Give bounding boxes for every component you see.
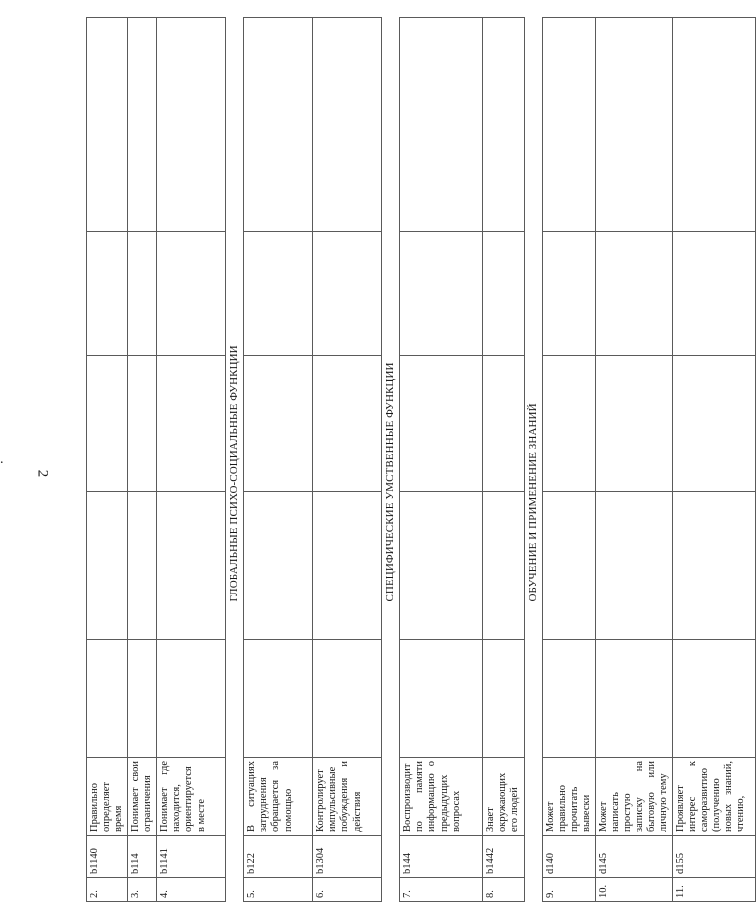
blank-cell [157, 356, 226, 492]
row-code: b1304 [313, 836, 382, 878]
rotated-form-table [86, 18, 747, 902]
table-row [542, 18, 595, 902]
blank-cell [542, 18, 595, 232]
blank-cell [595, 492, 672, 640]
blank-cell [128, 492, 157, 640]
row-code: b1442 [483, 836, 524, 878]
blank-cell [244, 640, 313, 758]
blank-cell [128, 356, 157, 492]
row-code: b144 [400, 836, 483, 878]
row-code: b122 [244, 836, 313, 878]
blank-cell [673, 232, 756, 356]
section-header [382, 18, 400, 902]
table-row [595, 18, 672, 902]
blank-cell [244, 18, 313, 232]
blank-cell [244, 492, 313, 640]
blank-cell [673, 18, 756, 232]
table-row [313, 18, 382, 902]
row-number: 5. [244, 878, 313, 902]
blank-cell [313, 232, 382, 356]
blank-cell [483, 492, 524, 640]
blank-cell [244, 232, 313, 356]
blank-cell [313, 492, 382, 640]
blank-cell [157, 18, 226, 232]
row-description: Контролирует импульсивные побуждения и действия [313, 758, 382, 836]
blank-cell [87, 18, 128, 232]
blank-cell [673, 356, 756, 492]
blank-cell [542, 640, 595, 758]
blank-cell [483, 232, 524, 356]
blank-cell [542, 232, 595, 356]
blank-cell [87, 492, 128, 640]
section-header [226, 18, 244, 902]
blank-cell [128, 232, 157, 356]
row-code: d155 [673, 836, 756, 878]
blank-cell [595, 356, 672, 492]
row-description: Правильно определяет время [87, 758, 128, 836]
section-title: СПЕЦИФИЧЕСКИЕ УМСТВЕННЫЕ ФУНКЦИИ [384, 362, 397, 602]
assessment-table [86, 17, 756, 902]
section-header [524, 18, 542, 902]
blank-cell [595, 18, 672, 232]
blank-cell [542, 492, 595, 640]
table-row [87, 18, 128, 902]
blank-cell [595, 232, 672, 356]
row-number: 3. [128, 878, 157, 902]
row-code: b1140 [87, 836, 128, 878]
table-row [400, 18, 483, 902]
blank-cell [483, 18, 524, 232]
section-title: ОБУЧЕНИЕ И ПРИМЕНЕНИЕ ЗНАНИЙ [526, 403, 539, 602]
blank-cell [483, 356, 524, 492]
row-code: b1141 [157, 836, 226, 878]
blank-cell [673, 492, 756, 640]
blank-cell [400, 640, 483, 758]
blank-cell [400, 356, 483, 492]
row-code: d140 [542, 836, 595, 878]
row-description: Знает окружающих его людей [483, 758, 524, 836]
page-number: 2 [34, 469, 51, 478]
row-description: Воспроизводит по памяти информацию о предыдущих вопросах [400, 758, 483, 836]
row-description: Может написать простую записку на бытовую или личную тему [595, 758, 672, 836]
row-number: 6. [313, 878, 382, 902]
row-description: Понимает где находится, ориентируется в месте [157, 758, 226, 836]
blank-cell [400, 232, 483, 356]
blank-cell [313, 640, 382, 758]
table-row [128, 18, 157, 902]
row-number: 7. [400, 878, 483, 902]
blank-cell [87, 356, 128, 492]
row-number: 4. [157, 878, 226, 902]
blank-cell [673, 640, 756, 758]
blank-cell [400, 492, 483, 640]
row-code: d145 [595, 836, 672, 878]
blank-cell [313, 18, 382, 232]
blank-cell [400, 18, 483, 232]
row-number: 2. [87, 878, 128, 902]
blank-cell [244, 356, 313, 492]
blank-cell [87, 640, 128, 758]
table-row [157, 18, 226, 902]
blank-cell [128, 640, 157, 758]
row-code: b114 [128, 836, 157, 878]
row-description: Проявляет интерес к саморазвитию (получению новых знаний, чтению, [673, 758, 756, 836]
section-title: ГЛОБАЛЬНЫЕ ПСИХО-СОЦИАЛЬНЫЕ ФУНКЦИИ [228, 345, 241, 602]
table-row [673, 18, 756, 902]
row-number: 11. [673, 878, 756, 902]
stray-mark: . [0, 452, 4, 467]
table-row [244, 18, 313, 902]
blank-cell [542, 356, 595, 492]
row-description: Понимает свои ограничения [128, 758, 157, 836]
row-number: 9. [542, 878, 595, 902]
blank-cell [595, 640, 672, 758]
row-number: 10. [595, 878, 672, 902]
blank-cell [157, 640, 226, 758]
blank-cell [313, 356, 382, 492]
blank-cell [157, 492, 226, 640]
blank-cell [128, 18, 157, 232]
row-description: Может правильно прочитать вывески [542, 758, 595, 836]
blank-cell [483, 640, 524, 758]
table-row [483, 18, 524, 902]
row-number: 8. [483, 878, 524, 902]
blank-cell [157, 232, 226, 356]
row-description: В ситуациях затруднения обращается за помощью [244, 758, 313, 836]
blank-cell [87, 232, 128, 356]
